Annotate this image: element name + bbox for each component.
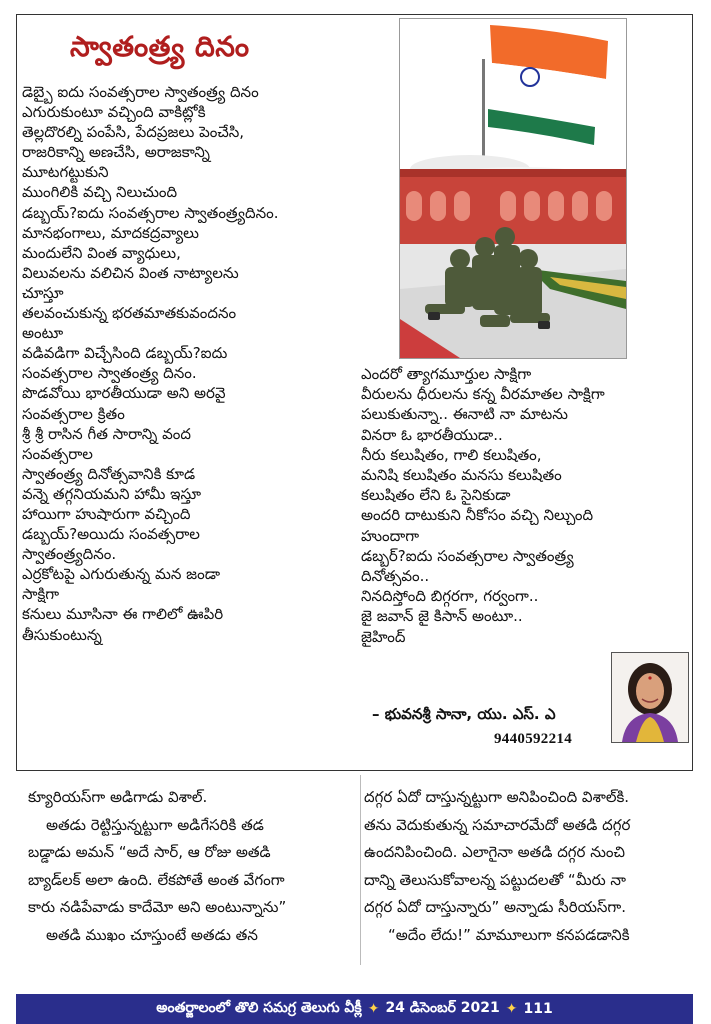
poem-line: పొడవోయి భారతీయుడా అని అరవై xyxy=(22,384,226,403)
poem-line: స్వాతంత్ర్య దినోత్సవానికి కూడ xyxy=(22,464,196,483)
poem-line: పలుకుతున్నా.. ఈనాటి నా మాటను xyxy=(361,405,568,424)
poem-line: డబ్బర్?ఐదు సంవత్సరాల స్వాతంత్ర్య xyxy=(361,546,574,565)
story-line: తను వెదుకుతున్న సమాచారమేదో అతడి దగ్గర xyxy=(364,815,631,834)
poem-line: మందులేని వింత వ్యాధులు, xyxy=(22,243,181,262)
poem-line: తీసుకుంటున్న xyxy=(22,625,102,644)
story-line: అతడి ముఖం చూస్తుంటే అతడు తన xyxy=(46,925,258,944)
footer-tagline: అంతర్జాలంలో తొలి సమగ్ర తెలుగు వీక్లీ xyxy=(156,999,362,1016)
poem-line: తలవంచుకున్న భరతమాతకువందనం xyxy=(22,304,237,323)
footer-separator-icon: ✦ xyxy=(367,1001,380,1017)
footer-date: 24 డిసెంబర్ 2021 xyxy=(385,999,500,1016)
poem-line: హుందాగా xyxy=(361,526,420,545)
poem-line: దినోత్సవం.. xyxy=(361,567,430,586)
footer-separator-icon: ✦ xyxy=(505,1001,518,1017)
poem-line: విలువలను వలిచిన వింత నాట్యాలను xyxy=(22,263,239,282)
story-line: ఉందనిపించింది. ఎలాగైనా అతడి దగ్గర నుంచి xyxy=(364,843,626,862)
author-photo xyxy=(611,652,689,743)
poem-line: రాజరికాన్ని అణచేసి, అరాజకాన్ని xyxy=(22,143,210,162)
poem-line: స్వాతంత్ర్యదినం. xyxy=(22,545,117,564)
poem-title: స్వాతంత్ర్య దినం xyxy=(70,30,250,63)
poem-line: నీరు కలుషితం, గాలి కలుషితం, xyxy=(361,445,542,464)
page-footer xyxy=(16,994,693,1024)
poem-line: జై జవాన్ జై కిసాన్ అంటూ.. xyxy=(361,607,523,626)
story-right-column xyxy=(364,784,694,950)
poem-line: అందరి దాటుకుని నీకోసం వచ్చి నిల్చుంది xyxy=(361,506,594,525)
poem-line: శ్రీ శ్రీ రాసిన గీత సారాన్ని వంద xyxy=(22,424,191,443)
poem-line: తెల్లదొరల్ని పంపేసి, పేదప్రజలు పెంచేసి, xyxy=(22,123,245,142)
story-line: దగ్గర ఏదో దాస్తున్నారు” అన్నాడు సీరియస్‌గా. xyxy=(364,898,626,917)
poem-line: చూస్తూ xyxy=(22,283,64,302)
poem-line: డబ్బయ్?ఐదు సంవత్సరాల స్వాతంత్ర్యదినం. xyxy=(22,203,279,222)
poem-right-column xyxy=(361,364,681,647)
flag-hoisting-illustration xyxy=(400,19,626,358)
poem-line: వన్నె తగ్గనియమని హామీ ఇస్తూ xyxy=(22,484,202,503)
story-line: దాన్ని తెలుసుకోవాలన్న పట్టుదలతో “మీరు నా xyxy=(364,870,627,889)
poem-line: ఎర్రకోటపై ఎగురుతున్న మన జండా xyxy=(22,565,221,584)
author-phone: 9440592214 xyxy=(494,731,572,747)
story-line: “అదేం లేదు!” మామూలుగా కనపడడానికి xyxy=(388,925,630,944)
story-line: దగ్గర ఏదో దాస్తున్నట్టుగా అనిపించింది విశాల్‌కి. xyxy=(364,788,630,806)
story-line: కారు నడిపేవాడు కాదేమో అని అంటున్నాను” xyxy=(28,898,287,917)
poem-line: కనులు మూసినా ఈ గాలిలో ఊపిరి xyxy=(22,605,224,624)
story-line: బ్యాడ్‌లక్ అలా ఉంది. లేకపోతే అంత వేగంగా xyxy=(28,870,285,889)
poem-line: ఎందరో త్యాగమూర్తుల సాక్షిగా xyxy=(361,365,532,383)
poem-line: కలుషితం లేని ఓ సైనికుడా xyxy=(361,486,511,505)
author-portrait-icon xyxy=(612,653,688,742)
poem-line: సాక్షిగా xyxy=(22,585,60,604)
poem-line: జైహింద్ xyxy=(361,627,406,646)
poem-line: వినరా ఓ భారతీయుడా.. xyxy=(361,425,503,444)
poem-left-column xyxy=(22,82,398,645)
story-line: క్యూరియస్‌గా అడిగాడు విశాల్. xyxy=(28,788,208,806)
story-line: బడ్డాడు అమన్ “అదే సార్, ఆ రోజు అతడి xyxy=(28,843,271,862)
poem-line: డెబ్బై ఐదు సంవత్సరాల స్వాతంత్ర్య దినం xyxy=(22,83,259,101)
poem-line: మనిషి కలుషితం మనసు కలుషితం xyxy=(361,466,562,485)
poem-line: ఎగురుకుంటూ వచ్చింది వాకిట్లోకి xyxy=(22,103,206,122)
column-divider xyxy=(360,775,361,965)
poem-line: ముంగిలికి వచ్చి నిలుచుంది xyxy=(22,183,178,202)
story-line: అతడు రెట్టిస్తున్నట్టుగా అడిగేసరికి తడ xyxy=(46,815,264,834)
poem-line: మానభంగాలు, మాదకద్రవ్యాలు xyxy=(22,223,199,242)
story-left-column xyxy=(28,784,358,950)
poem-author: – భువనశ్రీ సానా, యు. ఎస్. ఎ xyxy=(372,705,556,723)
poem-line: సంవత్సరాల స్వాతంత్ర్య దినం. xyxy=(22,364,197,383)
poem-line: వడివడిగా విచ్చేసింది డబ్బయ్?ఐదు xyxy=(22,344,228,363)
poem-line: హాయిగా హుషారుగా వచ్చింది xyxy=(22,504,191,523)
poem-line: మూటగట్టుకుని xyxy=(22,163,109,182)
poem-line: సంవత్సరాల xyxy=(22,444,93,463)
soldiers-flag-photo xyxy=(399,18,627,359)
page-number: 111 xyxy=(523,1001,553,1017)
poem-line: అంటూ xyxy=(22,324,64,343)
poem-line: వీరులను ధీరులను కన్న వీరమాతల సాక్షిగా xyxy=(361,385,605,404)
poem-line: నినదిస్తోంది బిగ్గరగా, గర్వంగా.. xyxy=(361,587,539,606)
poem-line: సంవత్సరాల క్రితం xyxy=(22,404,125,423)
poem-line: డబ్బయ్?అయిదు సంవత్సరాల xyxy=(22,525,200,544)
